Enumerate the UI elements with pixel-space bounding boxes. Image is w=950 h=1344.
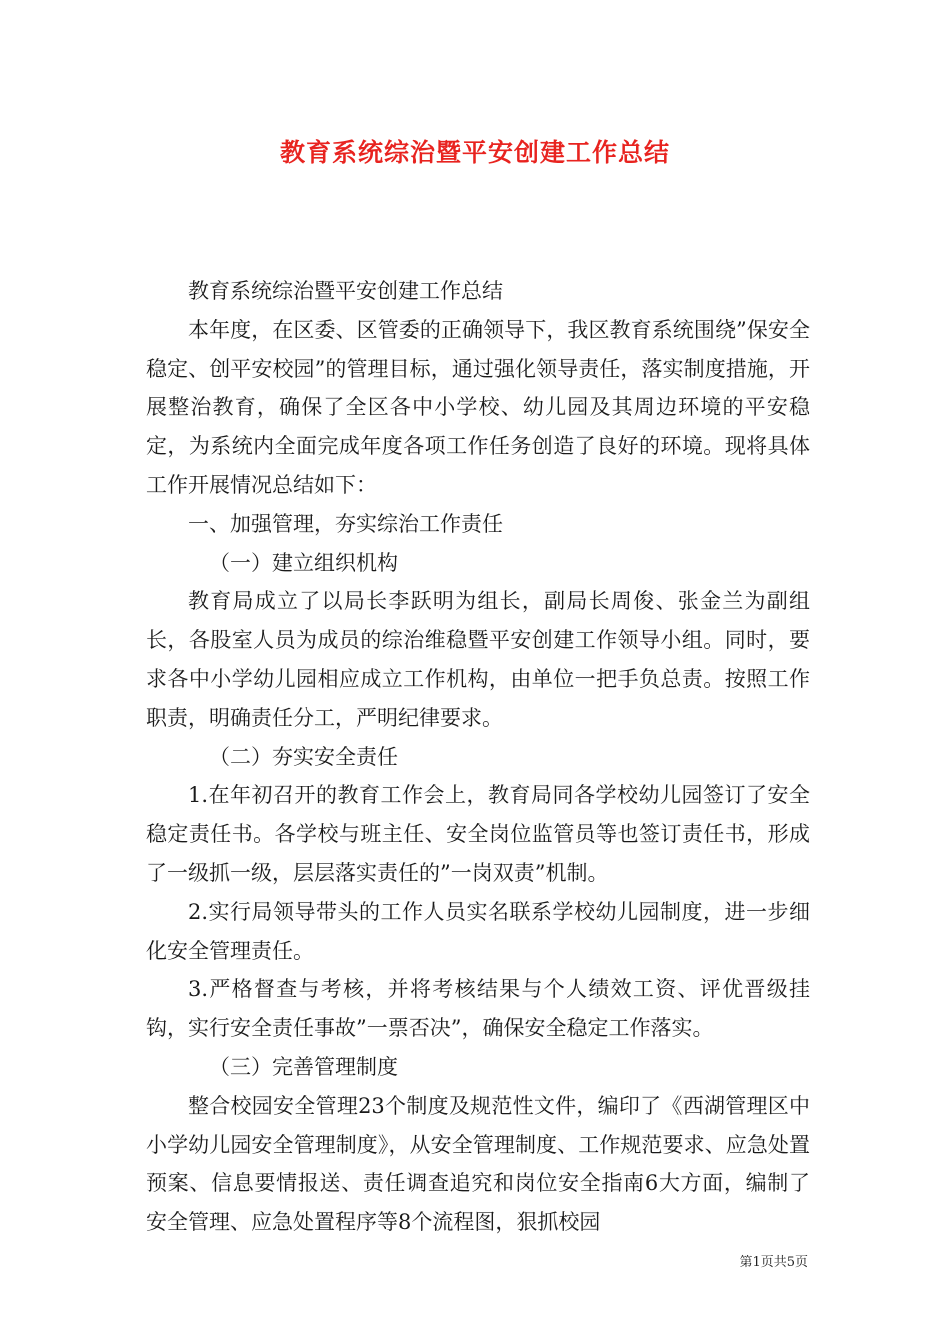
section-heading: 一、加强管理，夯实综治工作责任 <box>188 511 503 536</box>
body-paragraph: 2.实行局领导带头的工作人员实名联系学校幼儿园制度，进一步细化安全管理责任。 <box>146 899 810 963</box>
body-paragraph: 本年度，在区委、区管委的正确领导下，我区教育系统围绕”保安全稳定、创平安校园”的管理目标，通过强化领导责任，落实制度措施，开展整治教育，确保了全区各中小学校、幼儿园及其周边环境的平安稳定，为系统内全面完成年度各项工作任务创造了良好的环境。现将具体工作开展情况总结如下： <box>146 317 810 497</box>
subsection-heading: （三）完善管理制度 <box>209 1054 398 1079</box>
document-body <box>146 272 810 1242</box>
page-number: 第1页共5页 <box>739 1255 808 1270</box>
body-paragraph: 整合校园安全管理23个制度及规范性文件，编印了《西湖管理区中小学幼儿园安全管理制度》，从安全管理制度、工作规范要求、应急处置预案、信息要情报送、责任调查追究和岗位安全指南6大方面，编制了安全管理、应急处置程序等8个流程图，狠抓校园 <box>146 1093 810 1235</box>
subsection-heading: （一）建立组织机构 <box>209 550 398 575</box>
body-paragraph: 3.严格督查与考核，并将考核结果与个人绩效工资、评优晋级挂钩，实行安全责任事故”一票否决”，确保安全稳定工作落实。 <box>146 977 810 1041</box>
body-paragraph: 1.在年初召开的教育工作会上，教育局同各学校幼儿园签订了安全稳定责任书。各学校与班主任、安全岗位监管员等也签订责任书，形成了一级抓一级，层层落实责任的”一岗双责”机制。 <box>146 783 810 885</box>
document-title: 教育系统综治暨平安创建工作总结 <box>279 138 670 167</box>
body-paragraph: 教育系统综治暨平安创建工作总结 <box>188 279 503 303</box>
subsection-heading: （二）夯实安全责任 <box>209 744 398 769</box>
body-paragraph: 教育局成立了以局长李跃明为组长，副局长周俊、张金兰为副组长，各股室人员为成员的综治维稳暨平安创建工作领导小组。同时，要求各中小学幼儿园相应成立工作机构，由单位一把手负总责。按照工作职责，明确责任分工，严明纪律要求。 <box>146 589 810 730</box>
